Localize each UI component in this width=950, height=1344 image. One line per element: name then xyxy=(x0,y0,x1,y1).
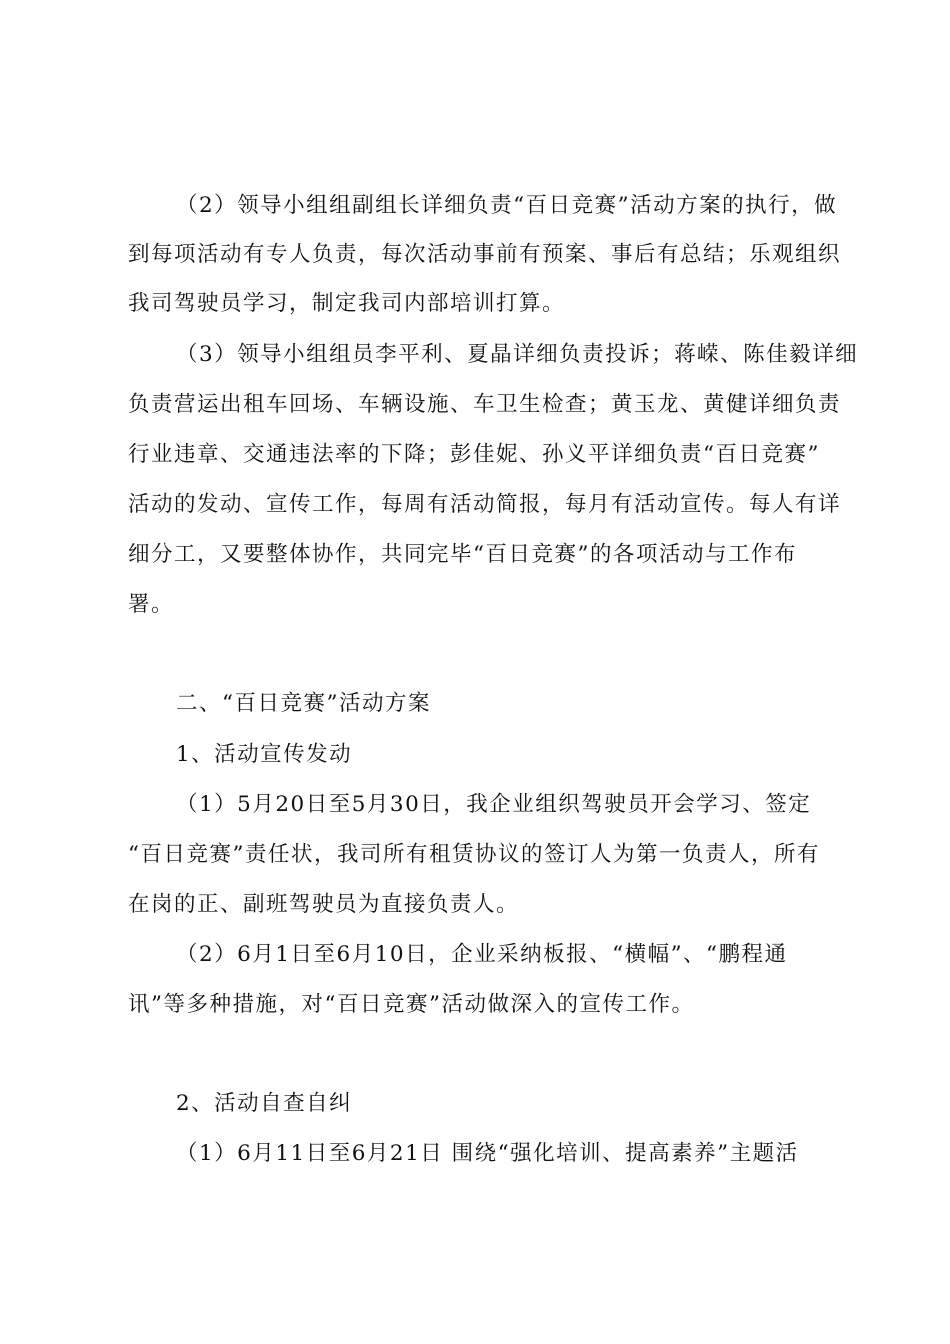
paragraph-line: 到每项活动有专人负责，每次活动事前有预案、事后有总结；乐观组织 xyxy=(128,242,842,267)
paragraph-line: 署。 xyxy=(128,592,175,617)
paragraph-line: 在岗的正、副班驾驶员为直接负责人。 xyxy=(128,892,520,917)
paragraph-line: （1）5月20日至5月30日，我企业组织驾驶员开会学习、签定 xyxy=(176,792,812,817)
section-heading: 二、“百日竞赛”活动方案 xyxy=(176,691,431,716)
paragraph-line: （1）6月11日至6月21日 围绕“强化培训、提高素养”主题活 xyxy=(176,1141,799,1166)
subsection-heading: 2、活动自查自纠 xyxy=(176,1091,353,1116)
subsection-heading: 1、活动宣传发动 xyxy=(176,742,353,767)
paragraph-line: 负责营运出租车回场、车辆设施、车卫生检查；黄玉龙、黄健详细负责 xyxy=(128,392,842,417)
paragraph-line: 我司驾驶员学习，制定我司内部培训打算。 xyxy=(128,291,566,316)
paragraph-line: 行业违章、交通违法率的下降；彭佳妮、孙义平详细负责“百日竞赛” xyxy=(128,442,820,467)
paragraph-line: 活动的发动、宣传工作，每周有活动简报，每月有活动宣传。每人有详 xyxy=(128,492,842,517)
paragraph-line: （2）6月1日至6月10日，企业采纳板报、“横幅”、“鹏程通 xyxy=(176,942,788,967)
paragraph-line: （3）领导小组组员李平利、夏晶详细负责投诉；蒋嵘、陈佳毅详细 xyxy=(176,342,859,367)
paragraph-line: “百日竞赛”责任状，我司所有租赁协议的签订人为第一负责人，所有 xyxy=(128,842,820,867)
paragraph-line: 细分工，又要整体协作，共同完毕“百日竞赛”的各项活动与工作布 xyxy=(128,542,797,567)
paragraph-line: （2）领导小组组副组长详细负责“百日竞赛”活动方案的执行，做 xyxy=(176,193,838,218)
paragraph-line: 讯”等多种措施，对“百日竞赛”活动做深入的宣传工作。 xyxy=(128,992,695,1017)
